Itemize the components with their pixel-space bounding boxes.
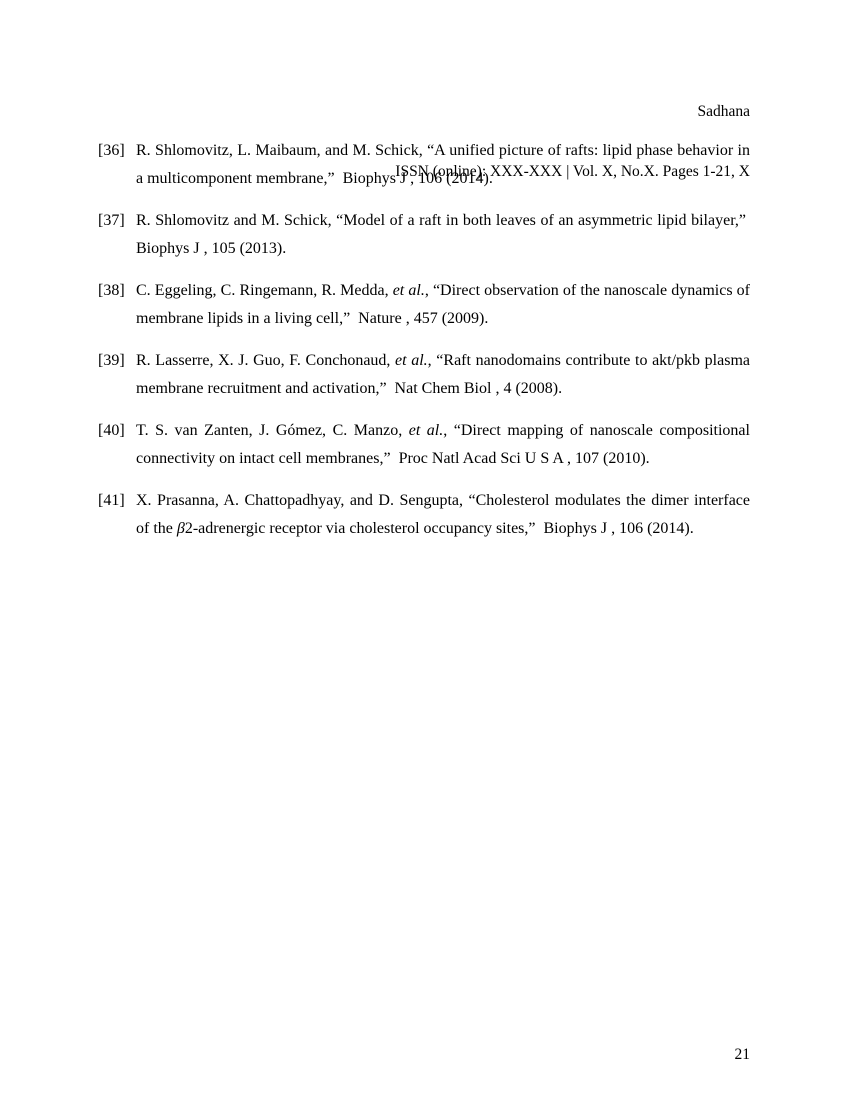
issn-volume-line: ISSN (online): XXX-XXX | Vol. X, No.X. Pages 1-21, X <box>395 163 750 180</box>
reference-italic-segment: et al. <box>408 421 444 439</box>
reference-text <box>136 417 754 473</box>
reference-item <box>98 347 755 403</box>
reference-text <box>136 137 754 193</box>
reference-segment: , “Raft nanodomains contribute to akt/pkb plasma membrane recruitment and activation,” Nat Chem Biol , 4 (2008). <box>136 351 755 397</box>
reference-text <box>136 487 754 543</box>
reference-segment: R. Lasserre, X. J. Guo, F. Conchonaud, <box>136 351 396 369</box>
reference-italic-segment: et al. <box>395 351 428 369</box>
reference-number: [36] <box>98 142 125 159</box>
reference-text <box>136 277 755 333</box>
reference-item <box>98 277 755 333</box>
reference-number: [40] <box>98 421 125 439</box>
reference-number: [41] <box>98 491 125 509</box>
reference-italic-segment: β <box>176 519 185 537</box>
reference-segment: C. Eggeling, C. Ringemann, R. Medda, <box>136 281 393 299</box>
reference-segment: R. Shlomovitz and M. Schick, “Model of a raft in both leaves of an asymmetric lipid bilayer,” Biophys J , 105 (2013). <box>136 211 754 257</box>
reference-item <box>98 137 754 193</box>
reference-text <box>136 347 755 403</box>
reference-number: [37] <box>98 211 125 229</box>
reference-italic-segment: et al. <box>392 281 425 299</box>
reference-segment: , “Direct observation of the nanoscale dynamics of membrane lipids in a living cell,” Nature , 457 (2009). <box>136 281 755 327</box>
reference-segment: R. Shlomovitz, L. Maibaum, and M. Schick, “A unified picture of rafts: lipid phase behavior in a multicomponent membrane,” Biophys J , 106 (2014). <box>136 142 754 187</box>
reference-text <box>136 207 754 263</box>
reference-item <box>98 417 754 473</box>
reference-segment: T. S. van Zanten, J. Gómez, C. Manzo, <box>136 421 409 439</box>
page-number: 21 <box>734 1046 750 1063</box>
reference-list <box>98 137 755 557</box>
reference-segment: X. Prasanna, A. Chattopadhyay, and D. Sengupta, “Cholesterol modulates the dimer interface of the <box>136 491 754 537</box>
reference-item <box>98 487 754 543</box>
reference-number: [38] <box>98 281 125 299</box>
reference-segment: 2-adrenergic receptor via cholesterol occupancy sites,” Biophys J , 106 (2014). <box>184 519 694 537</box>
journal-name: Sadhana <box>697 103 750 120</box>
reference-number: [39] <box>98 351 125 369</box>
reference-segment: , “Direct mapping of nanoscale compositional connectivity on intact cell membranes,” Proc Natl Acad Sci U S A , 107 (2010). <box>136 421 754 467</box>
reference-item <box>98 207 754 263</box>
